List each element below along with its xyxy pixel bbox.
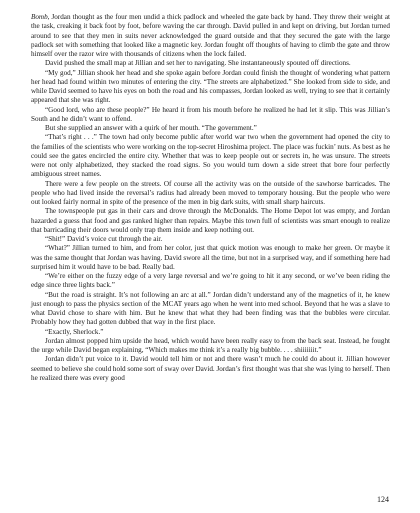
paragraph-text: “My god,” Jillian shook her head and she spoke again before Jordan could finish the thought of wondering what pattern her head had found within two minutes of entering the city. “The streets are alphabetized.” She looked from side to side, and while David seemed to have his eyes on both the road and his compasses, Jordan looked as well, trying to see that it certainly appeared that she was right.: [31, 68, 390, 105]
paragraph-text: “We’re either on the fuzzy edge of a very large reversal and we’re going to hit it any second, or we’ve been riding the edge since three lights back.”: [31, 272, 390, 290]
paragraph-text: “What?” Jillian turned to him, and from her color, just that quick motion was enough to make her green. Or maybe it was the same thought that Jordan was having. David swore all the time, but not in a surprised way, and if something here had surprised him it would have to be bad. Really bad.: [31, 244, 390, 271]
body-text: [31, 13, 390, 383]
paragraph-lead: Bomb,: [31, 13, 50, 21]
paragraph: [31, 133, 390, 179]
paragraph-text: David pushed the small map at Jillian and set her to navigating. She instantaneously spouted off directions.: [45, 59, 351, 68]
paragraph-text: But she supplied an answer with a quirk of her mouth. “The government.”: [45, 124, 257, 132]
paragraph: [31, 355, 390, 383]
page-number: 124: [377, 495, 389, 504]
paragraph: [31, 106, 390, 125]
paragraph-text: “Exactly, Sherlock.”: [45, 327, 104, 336]
paragraph-text: Jordan almost popped him upside the head, which would have been really easy to from the back seat. Instead, he fought the urge while David began explaining, “Which makes me think it’s a really big bubble. . . . shiiiiiiit.”: [31, 336, 390, 354]
paragraph: [31, 180, 390, 208]
paragraph-text: “That’s right . . .” The town had only become public after world war two when the government had opened the city to the families of the scientists who were working on the top-secret Hiroshima project. The place was fuckin’ nuts. As best as he could see the gates encircled the entire city. Whether that was to keep people out or secrets in, he was unsure. The streets were not only alphabetized, they stacked the road signs. So you would turn down a side street that bore four perfectly ambiguous street names.: [31, 133, 390, 179]
paragraph-text: “Shit!” David’s voice cut through the air.: [45, 235, 163, 243]
paragraph: [31, 337, 390, 356]
paragraph: [31, 207, 390, 235]
paragraph: [31, 244, 390, 272]
paragraph: [31, 69, 390, 106]
paragraph: [31, 13, 390, 59]
paragraph-text: There were a few people on the streets. Of course all the activity was on the outside of the sawhorse barricades. The people who had lived inside the reversal’s radius had already been moved to temporary housing. But the people who were out looked fairly normal in spite of the presence of the men in big dark suits, with small sharp haircuts.: [31, 179, 390, 206]
paragraph: [31, 124, 390, 133]
paragraph: [31, 291, 390, 328]
paragraph: [31, 328, 390, 337]
paragraph-text: “Good lord, who are these people?” He heard it from his mouth before he realized he had let it slip. This was Jillian’s South and he didn’t want to offend.: [31, 105, 390, 123]
paragraph-text: Jordan didn’t put voice to it. David would tell him or not and there wasn’t much he could do about it. Jillian however seemed to believe she could hold some sort of sway over David. Jordan’s first thought was that she was lying to herself. Then he realized there was every good: [31, 355, 390, 382]
paragraph-text: Jordan thought as the four men undid a thick padlock and wheeled the gate back by hand. They threw their weight at the task, creaking it back foot by foot, before waving the car through. David pulled in and kept on driving, but Jordan turned around to see that they men in suits never acknowledged the guard outside and that they secured the gate with the large padlock set with something that looked like a magnetic key. Jordan fought off thoughts of having to climb the gate and throw himself over the razor wire with thousands of citizens when the lock failed.: [31, 13, 390, 58]
paragraph-text: “But the road is straight. It’s not following an arc at all.” Jordan didn’t understand any of the magnetics of it, he knew just enough to pass the physics section of the MCAT years ago when he went into med school. Beyond that he was a slave to what David chose to share with him. But he knew that what they had been finding was that the bubbles were circular. Probably how they had gotten dubbed that way in the first place.: [31, 290, 390, 327]
paragraph-text: The townspeople put gas in their cars and drove through the McDonalds. The Home Depot lot was empty, and Jordan hazarded a guess that food and gas ranked higher than repairs. Maybe this town full of scientists was smart enough to realize that barricading their doors would only trap them inside and keep nothing out.: [31, 207, 390, 234]
paragraph: [31, 235, 390, 244]
paragraph: [31, 59, 390, 68]
paragraph: [31, 272, 390, 291]
